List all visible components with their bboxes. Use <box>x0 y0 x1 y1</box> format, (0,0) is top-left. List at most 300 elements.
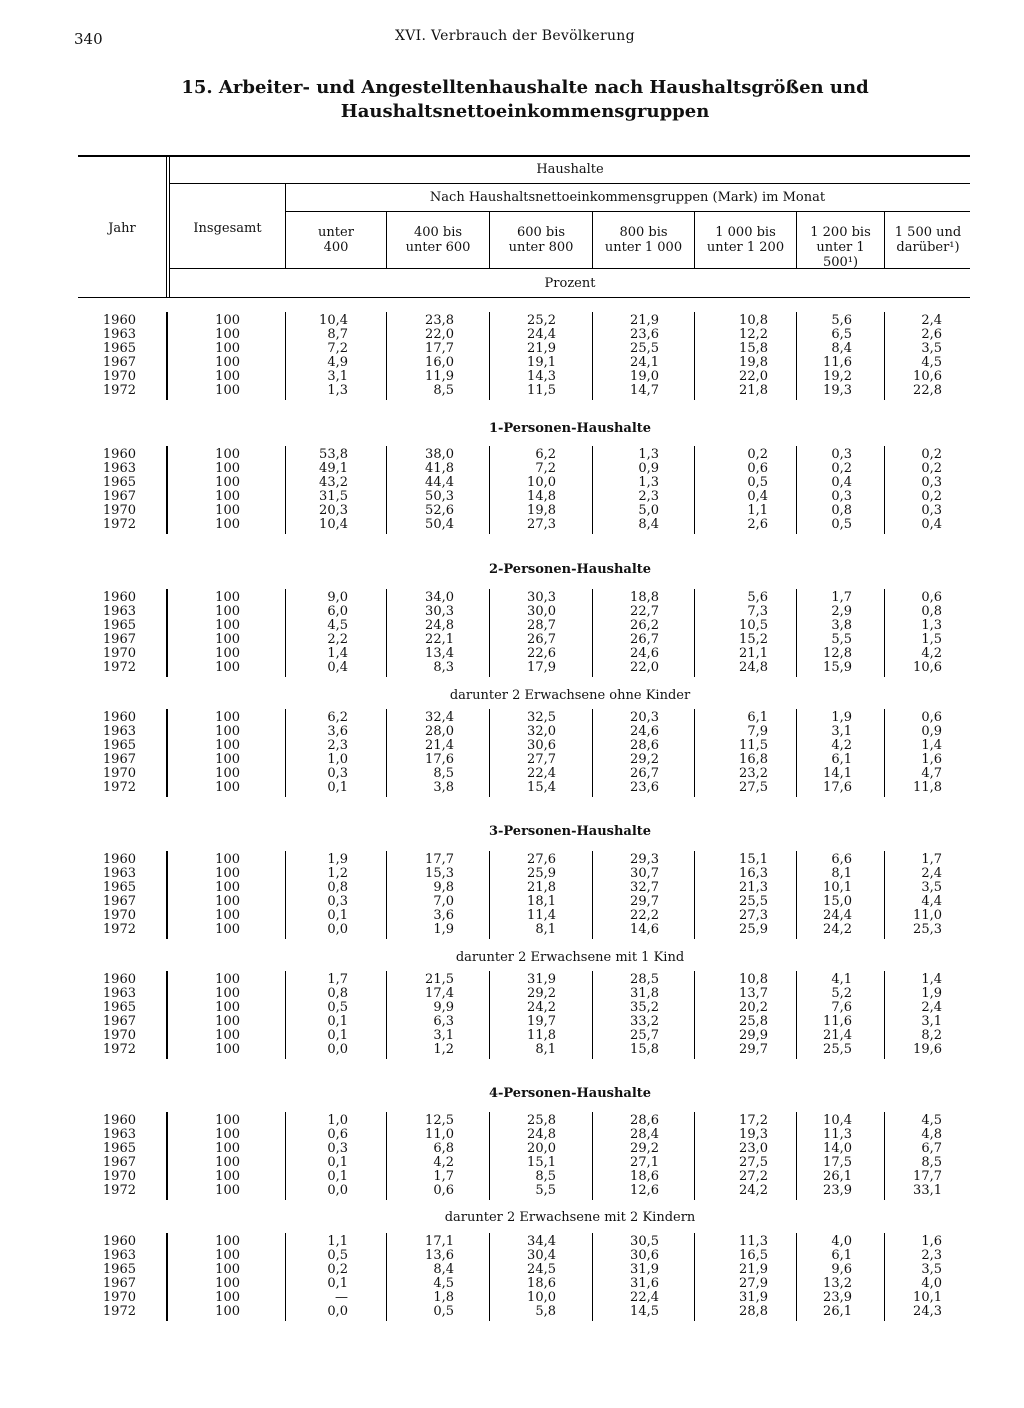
table-row <box>0 476 1024 490</box>
cell-1500-und-darueber: 17,7 <box>913 1169 942 1184</box>
table-row <box>0 462 1024 476</box>
cell-400-600: 17,4 <box>425 986 454 1001</box>
cell-400-600: 9,8 <box>433 880 454 895</box>
cell-insgesamt: 100 <box>215 972 240 987</box>
cell-1000-1200: 7,9 <box>747 724 768 739</box>
cell-400-600: 13,6 <box>425 1248 454 1263</box>
cell-400-600: 4,5 <box>433 1276 454 1291</box>
section-title: 4-Personen-Haushalte <box>488 1086 652 1101</box>
cell-unter-400: 0,0 <box>327 1183 348 1198</box>
cell-600-800: 31,9 <box>527 972 556 987</box>
cell-unter-400: 1,2 <box>327 866 348 881</box>
cell-600-800: 21,9 <box>527 341 556 356</box>
cell-600-800: 20,0 <box>527 1141 556 1156</box>
cell-1000-1200: 28,8 <box>739 1304 768 1319</box>
cell-1200-1500: 8,4 <box>831 341 852 356</box>
cell-1000-1200: 20,2 <box>739 1000 768 1015</box>
cell-unter-400: 3,6 <box>327 724 348 739</box>
cell-unter-400: 1,4 <box>327 646 348 661</box>
table-row <box>0 1128 1024 1142</box>
table-row <box>0 711 1024 725</box>
cell-400-600: 17,6 <box>425 752 454 767</box>
cell-1500-und-darueber: 0,4 <box>921 517 942 532</box>
cell-1200-1500: 12,8 <box>823 646 852 661</box>
cell-400-600: 3,1 <box>433 1028 454 1043</box>
cell-unter-400: 0,3 <box>327 1141 348 1156</box>
cell-1500-und-darueber: 0,9 <box>921 724 942 739</box>
cell-jahr: 1963 <box>102 1127 136 1142</box>
cell-insgesamt: 100 <box>215 355 240 370</box>
cell-unter-400: 6,2 <box>327 710 348 725</box>
cell-600-800: 27,6 <box>527 852 556 867</box>
cell-1200-1500: 17,5 <box>823 1155 852 1170</box>
cell-unter-400: 4,9 <box>327 355 348 370</box>
cell-1000-1200: 24,8 <box>739 660 768 675</box>
cell-insgesamt: 100 <box>215 1113 240 1128</box>
cell-1200-1500: 2,9 <box>831 604 852 619</box>
cell-400-600: 22,0 <box>425 327 454 342</box>
cell-insgesamt: 100 <box>215 1169 240 1184</box>
cell-1000-1200: 1,1 <box>747 503 768 518</box>
cell-unter-400: 0,1 <box>327 1028 348 1043</box>
table-row <box>0 342 1024 356</box>
cell-1200-1500: 10,4 <box>823 1113 852 1128</box>
cell-unter-400: 0,1 <box>327 908 348 923</box>
cell-1200-1500: 17,6 <box>823 780 852 795</box>
header-rule-haushalte <box>170 183 970 184</box>
cell-1200-1500: 3,8 <box>831 618 852 633</box>
cell-600-800: 27,3 <box>527 517 556 532</box>
cell-600-800: 5,5 <box>535 1183 556 1198</box>
cell-600-800: 17,9 <box>527 660 556 675</box>
header-col-600-800: 600 bis unter 800 <box>508 225 574 255</box>
cell-unter-400: 0,5 <box>327 1248 348 1263</box>
cell-insgesamt: 100 <box>215 1042 240 1057</box>
cell-jahr: 1970 <box>102 766 136 781</box>
cell-1000-1200: 0,6 <box>747 461 768 476</box>
table-row <box>0 1114 1024 1128</box>
cell-1200-1500: 3,1 <box>831 724 852 739</box>
table-title-line-1: 15. Arbeiter- und Angestelltenhaushalte nach Haushaltsgrößen und <box>181 77 869 98</box>
cell-insgesamt: 100 <box>215 866 240 881</box>
cell-jahr: 1967 <box>102 632 136 647</box>
cell-400-600: 13,4 <box>425 646 454 661</box>
cell-400-600: 23,8 <box>425 313 454 328</box>
cell-400-600: 8,4 <box>433 1262 454 1277</box>
table-title-line-2: Haushaltsnettoeinkommensgruppen <box>340 101 710 122</box>
table-row <box>0 490 1024 504</box>
cell-1500-und-darueber: 4,0 <box>921 1276 942 1291</box>
cell-800-1000: 28,6 <box>630 1113 659 1128</box>
cell-400-600: 7,0 <box>433 894 454 909</box>
cell-800-1000: 30,6 <box>630 1248 659 1263</box>
cell-400-600: 15,3 <box>425 866 454 881</box>
cell-1200-1500: 23,9 <box>823 1290 852 1305</box>
cell-1500-und-darueber: 2,4 <box>921 866 942 881</box>
cell-1500-und-darueber: 4,7 <box>921 766 942 781</box>
cell-jahr: 1972 <box>102 1042 136 1057</box>
cell-800-1000: 24,6 <box>630 724 659 739</box>
table-row <box>0 518 1024 532</box>
cell-400-600: 4,2 <box>433 1155 454 1170</box>
cell-400-600: 3,8 <box>433 780 454 795</box>
cell-600-800: 32,5 <box>527 710 556 725</box>
cell-1200-1500: 5,6 <box>831 313 852 328</box>
cell-jahr: 1972 <box>102 922 136 937</box>
cell-600-800: 26,7 <box>527 632 556 647</box>
cell-unter-400: 53,8 <box>319 447 348 462</box>
cell-1500-und-darueber: 0,2 <box>921 489 942 504</box>
cell-unter-400: 10,4 <box>319 517 348 532</box>
cell-jahr: 1972 <box>102 660 136 675</box>
cell-unter-400: 31,5 <box>319 489 348 504</box>
cell-1000-1200: 17,2 <box>739 1113 768 1128</box>
cell-unter-400: 43,2 <box>319 475 348 490</box>
cell-insgesamt: 100 <box>215 766 240 781</box>
cell-1500-und-darueber: 25,3 <box>913 922 942 937</box>
cell-600-800: 24,2 <box>527 1000 556 1015</box>
cell-1500-und-darueber: 1,7 <box>921 852 942 867</box>
cell-600-800: 30,0 <box>527 604 556 619</box>
cell-400-600: 44,4 <box>425 475 454 490</box>
cell-400-600: 38,0 <box>425 447 454 462</box>
cell-400-600: 1,8 <box>433 1290 454 1305</box>
cell-800-1000: 2,3 <box>638 489 659 504</box>
cell-1500-und-darueber: 1,4 <box>921 738 942 753</box>
cell-1000-1200: 12,2 <box>739 327 768 342</box>
header-col-1000-1200: 1 000 bis unter 1 200 <box>706 225 785 255</box>
cell-1500-und-darueber: 8,2 <box>921 1028 942 1043</box>
cell-jahr: 1970 <box>102 1290 136 1305</box>
cell-unter-400: 1,1 <box>327 1234 348 1249</box>
cell-400-600: 8,5 <box>433 766 454 781</box>
table-row <box>0 739 1024 753</box>
cell-unter-400: 49,1 <box>319 461 348 476</box>
cell-1200-1500: 0,4 <box>831 475 852 490</box>
cell-800-1000: 29,7 <box>630 894 659 909</box>
cell-jahr: 1970 <box>102 1028 136 1043</box>
cell-1500-und-darueber: 11,8 <box>913 780 942 795</box>
cell-jahr: 1960 <box>102 590 136 605</box>
table-row <box>0 1249 1024 1263</box>
cell-800-1000: 26,7 <box>630 766 659 781</box>
cell-400-600: 0,5 <box>433 1304 454 1319</box>
cell-jahr: 1967 <box>102 355 136 370</box>
cell-600-800: 25,9 <box>527 866 556 881</box>
cell-600-800: 18,6 <box>527 1276 556 1291</box>
cell-600-800: 11,8 <box>527 1028 556 1043</box>
cell-insgesamt: 100 <box>215 894 240 909</box>
cell-unter-400: 0,1 <box>327 780 348 795</box>
cell-unter-400: 0,1 <box>327 1169 348 1184</box>
cell-800-1000: 30,7 <box>630 866 659 881</box>
cell-insgesamt: 100 <box>215 922 240 937</box>
cell-1500-und-darueber: 4,4 <box>921 894 942 909</box>
header-haushalte: Haushalte <box>536 162 604 177</box>
cell-1500-und-darueber: 2,4 <box>921 313 942 328</box>
cell-600-800: 32,0 <box>527 724 556 739</box>
cell-insgesamt: 100 <box>215 447 240 462</box>
cell-1000-1200: 21,3 <box>739 880 768 895</box>
cell-1000-1200: 10,8 <box>739 972 768 987</box>
cell-1200-1500: 4,0 <box>831 1234 852 1249</box>
cell-1200-1500: 15,0 <box>823 894 852 909</box>
cell-800-1000: 33,2 <box>630 1014 659 1029</box>
cell-jahr: 1972 <box>102 1183 136 1198</box>
cell-jahr: 1963 <box>102 1248 136 1263</box>
header-prozent: Prozent <box>544 276 596 291</box>
table-row <box>0 1029 1024 1043</box>
cell-400-600: 28,0 <box>425 724 454 739</box>
cell-800-1000: 25,7 <box>630 1028 659 1043</box>
cell-1500-und-darueber: 1,9 <box>921 986 942 1001</box>
cell-jahr: 1963 <box>102 986 136 1001</box>
cell-jahr: 1960 <box>102 447 136 462</box>
cell-1500-und-darueber: 1,3 <box>921 618 942 633</box>
cell-unter-400: 0,1 <box>327 1276 348 1291</box>
cell-1500-und-darueber: 4,5 <box>921 355 942 370</box>
cell-insgesamt: 100 <box>215 341 240 356</box>
header-col-unter-400: unter 400 <box>318 225 354 255</box>
cell-insgesamt: 100 <box>215 752 240 767</box>
cell-400-600: 34,0 <box>425 590 454 605</box>
table-row <box>0 767 1024 781</box>
cell-unter-400: 1,0 <box>327 752 348 767</box>
cell-1500-und-darueber: 10,6 <box>913 660 942 675</box>
cell-1000-1200: 6,1 <box>747 710 768 725</box>
cell-1200-1500: 1,9 <box>831 710 852 725</box>
table-row <box>0 987 1024 1001</box>
table-row <box>0 1305 1024 1319</box>
cell-unter-400: 10,4 <box>319 313 348 328</box>
cell-800-1000: 19,0 <box>630 369 659 384</box>
cell-1500-und-darueber: 10,6 <box>913 369 942 384</box>
cell-1500-und-darueber: 1,4 <box>921 972 942 987</box>
cell-jahr: 1967 <box>102 1155 136 1170</box>
cell-jahr: 1960 <box>102 852 136 867</box>
cell-600-800: 11,5 <box>527 383 556 398</box>
section-title: 3-Personen-Haushalte <box>488 824 652 839</box>
cell-400-600: 11,0 <box>425 1127 454 1142</box>
cell-1500-und-darueber: 2,6 <box>921 327 942 342</box>
cell-insgesamt: 100 <box>215 1234 240 1249</box>
cell-400-600: 12,5 <box>425 1113 454 1128</box>
cell-600-800: 25,8 <box>527 1113 556 1128</box>
header-col-1200-1500: 1 200 bis unter 1 500¹) <box>810 225 871 270</box>
cell-unter-400: 4,5 <box>327 618 348 633</box>
cell-unter-400: 7,2 <box>327 341 348 356</box>
cell-jahr: 1965 <box>102 341 136 356</box>
cell-unter-400: 0,5 <box>327 1000 348 1015</box>
cell-insgesamt: 100 <box>215 313 240 328</box>
cell-jahr: 1972 <box>102 780 136 795</box>
cell-1000-1200: 27,2 <box>739 1169 768 1184</box>
table-row <box>0 1170 1024 1184</box>
cell-1000-1200: 27,5 <box>739 1155 768 1170</box>
cell-unter-400: 6,0 <box>327 604 348 619</box>
cell-600-800: 8,5 <box>535 1169 556 1184</box>
cell-jahr: 1970 <box>102 1169 136 1184</box>
cell-800-1000: 26,7 <box>630 632 659 647</box>
cell-800-1000: 14,5 <box>630 1304 659 1319</box>
table-row <box>0 591 1024 605</box>
header-insgesamt: Insgesamt <box>193 221 262 236</box>
cell-jahr: 1963 <box>102 866 136 881</box>
cell-insgesamt: 100 <box>215 852 240 867</box>
cell-insgesamt: 100 <box>215 1155 240 1170</box>
table-row <box>0 881 1024 895</box>
cell-800-1000: 31,9 <box>630 1262 659 1277</box>
cell-1000-1200: 5,6 <box>747 590 768 605</box>
cell-1500-und-darueber: 3,1 <box>921 1014 942 1029</box>
cell-insgesamt: 100 <box>215 780 240 795</box>
cell-jahr: 1972 <box>102 1304 136 1319</box>
table-row <box>0 973 1024 987</box>
cell-1000-1200: 24,2 <box>739 1183 768 1198</box>
cell-800-1000: 31,8 <box>630 986 659 1001</box>
cell-400-600: 21,4 <box>425 738 454 753</box>
header-col-800-1000: 800 bis unter 1 000 <box>604 225 683 255</box>
cell-1200-1500: 10,1 <box>823 880 852 895</box>
cell-unter-400: 2,3 <box>327 738 348 753</box>
table-row <box>0 504 1024 518</box>
cell-1200-1500: 6,1 <box>831 752 852 767</box>
cell-unter-400: 1,0 <box>327 1113 348 1128</box>
table-row <box>0 356 1024 370</box>
cell-400-600: 6,3 <box>433 1014 454 1029</box>
cell-jahr: 1965 <box>102 475 136 490</box>
cell-1000-1200: 16,8 <box>739 752 768 767</box>
cell-800-1000: 14,6 <box>630 922 659 937</box>
table-row <box>0 328 1024 342</box>
cell-jahr: 1963 <box>102 461 136 476</box>
cell-1200-1500: 6,1 <box>831 1248 852 1263</box>
cell-unter-400: 0,3 <box>327 894 348 909</box>
cell-800-1000: 35,2 <box>630 1000 659 1015</box>
cell-jahr: 1972 <box>102 517 136 532</box>
table-row <box>0 909 1024 923</box>
cell-1200-1500: 6,5 <box>831 327 852 342</box>
cell-insgesamt: 100 <box>215 1141 240 1156</box>
cell-1200-1500: 8,1 <box>831 866 852 881</box>
cell-jahr: 1965 <box>102 1262 136 1277</box>
cell-1000-1200: 23,0 <box>739 1141 768 1156</box>
cell-1200-1500: 0,5 <box>831 517 852 532</box>
cell-unter-400: 20,3 <box>319 503 348 518</box>
cell-800-1000: 22,0 <box>630 660 659 675</box>
cell-1000-1200: 19,3 <box>739 1127 768 1142</box>
cell-1500-und-darueber: 0,8 <box>921 604 942 619</box>
cell-400-600: 8,5 <box>433 383 454 398</box>
cell-1200-1500: 19,3 <box>823 383 852 398</box>
cell-600-800: 34,4 <box>527 1234 556 1249</box>
header-col-400-600: 400 bis unter 600 <box>405 225 471 255</box>
cell-jahr: 1965 <box>102 1141 136 1156</box>
cell-800-1000: 29,3 <box>630 852 659 867</box>
cell-1500-und-darueber: 33,1 <box>913 1183 942 1198</box>
cell-insgesamt: 100 <box>215 369 240 384</box>
cell-unter-400: 0,0 <box>327 1042 348 1057</box>
cell-1200-1500: 15,9 <box>823 660 852 675</box>
running-head: XVI. Verbrauch der Bevölkerung <box>395 28 635 44</box>
cell-600-800: 30,3 <box>527 590 556 605</box>
cell-unter-400: 8,7 <box>327 327 348 342</box>
cell-insgesamt: 100 <box>215 475 240 490</box>
cell-800-1000: 28,4 <box>630 1127 659 1142</box>
cell-1000-1200: 27,5 <box>739 780 768 795</box>
cell-600-800: 24,8 <box>527 1127 556 1142</box>
cell-jahr: 1967 <box>102 894 136 909</box>
cell-insgesamt: 100 <box>215 1028 240 1043</box>
table-top-rule <box>78 155 970 157</box>
cell-jahr: 1970 <box>102 908 136 923</box>
cell-jahr: 1967 <box>102 752 136 767</box>
cell-1500-und-darueber: 0,3 <box>921 475 942 490</box>
cell-800-1000: 1,3 <box>638 447 659 462</box>
cell-800-1000: 18,6 <box>630 1169 659 1184</box>
cell-unter-400: 0,2 <box>327 1262 348 1277</box>
table-row <box>0 1156 1024 1170</box>
cell-jahr: 1960 <box>102 1234 136 1249</box>
cell-800-1000: 30,5 <box>630 1234 659 1249</box>
cell-1000-1200: 21,1 <box>739 646 768 661</box>
cell-1200-1500: 21,4 <box>823 1028 852 1043</box>
cell-insgesamt: 100 <box>215 1304 240 1319</box>
cell-unter-400: 1,9 <box>327 852 348 867</box>
cell-1000-1200: 25,8 <box>739 1014 768 1029</box>
cell-1500-und-darueber: 0,6 <box>921 590 942 605</box>
cell-jahr: 1960 <box>102 1113 136 1128</box>
cell-jahr: 1967 <box>102 489 136 504</box>
cell-1500-und-darueber: 0,3 <box>921 503 942 518</box>
cell-1000-1200: 16,3 <box>739 866 768 881</box>
cell-jahr: 1960 <box>102 972 136 987</box>
cell-unter-400: 0,0 <box>327 1304 348 1319</box>
cell-400-600: 16,0 <box>425 355 454 370</box>
table-row <box>0 725 1024 739</box>
cell-800-1000: 21,9 <box>630 313 659 328</box>
table-row <box>0 619 1024 633</box>
cell-600-800: 15,4 <box>527 780 556 795</box>
cell-jahr: 1965 <box>102 618 136 633</box>
table-row <box>0 781 1024 795</box>
cell-unter-400: 0,6 <box>327 1127 348 1142</box>
cell-insgesamt: 100 <box>215 738 240 753</box>
cell-unter-400: 0,8 <box>327 880 348 895</box>
cell-insgesamt: 100 <box>215 1183 240 1198</box>
cell-unter-400: 1,7 <box>327 972 348 987</box>
cell-1200-1500: 5,5 <box>831 632 852 647</box>
cell-1200-1500: 14,0 <box>823 1141 852 1156</box>
cell-800-1000: 18,8 <box>630 590 659 605</box>
table-row <box>0 1142 1024 1156</box>
cell-600-800: 29,2 <box>527 986 556 1001</box>
cell-600-800: 30,4 <box>527 1248 556 1263</box>
cell-600-800: 24,4 <box>527 327 556 342</box>
cell-1200-1500: 23,9 <box>823 1183 852 1198</box>
cell-600-800: 10,0 <box>527 475 556 490</box>
table-row <box>0 605 1024 619</box>
cell-unter-400: — <box>335 1290 348 1305</box>
cell-1200-1500: 26,1 <box>823 1304 852 1319</box>
cell-600-800: 8,1 <box>535 1042 556 1057</box>
cell-1500-und-darueber: 8,5 <box>921 1155 942 1170</box>
cell-insgesamt: 100 <box>215 880 240 895</box>
cell-800-1000: 5,0 <box>638 503 659 518</box>
cell-1200-1500: 0,3 <box>831 447 852 462</box>
cell-insgesamt: 100 <box>215 660 240 675</box>
cell-600-800: 19,7 <box>527 1014 556 1029</box>
